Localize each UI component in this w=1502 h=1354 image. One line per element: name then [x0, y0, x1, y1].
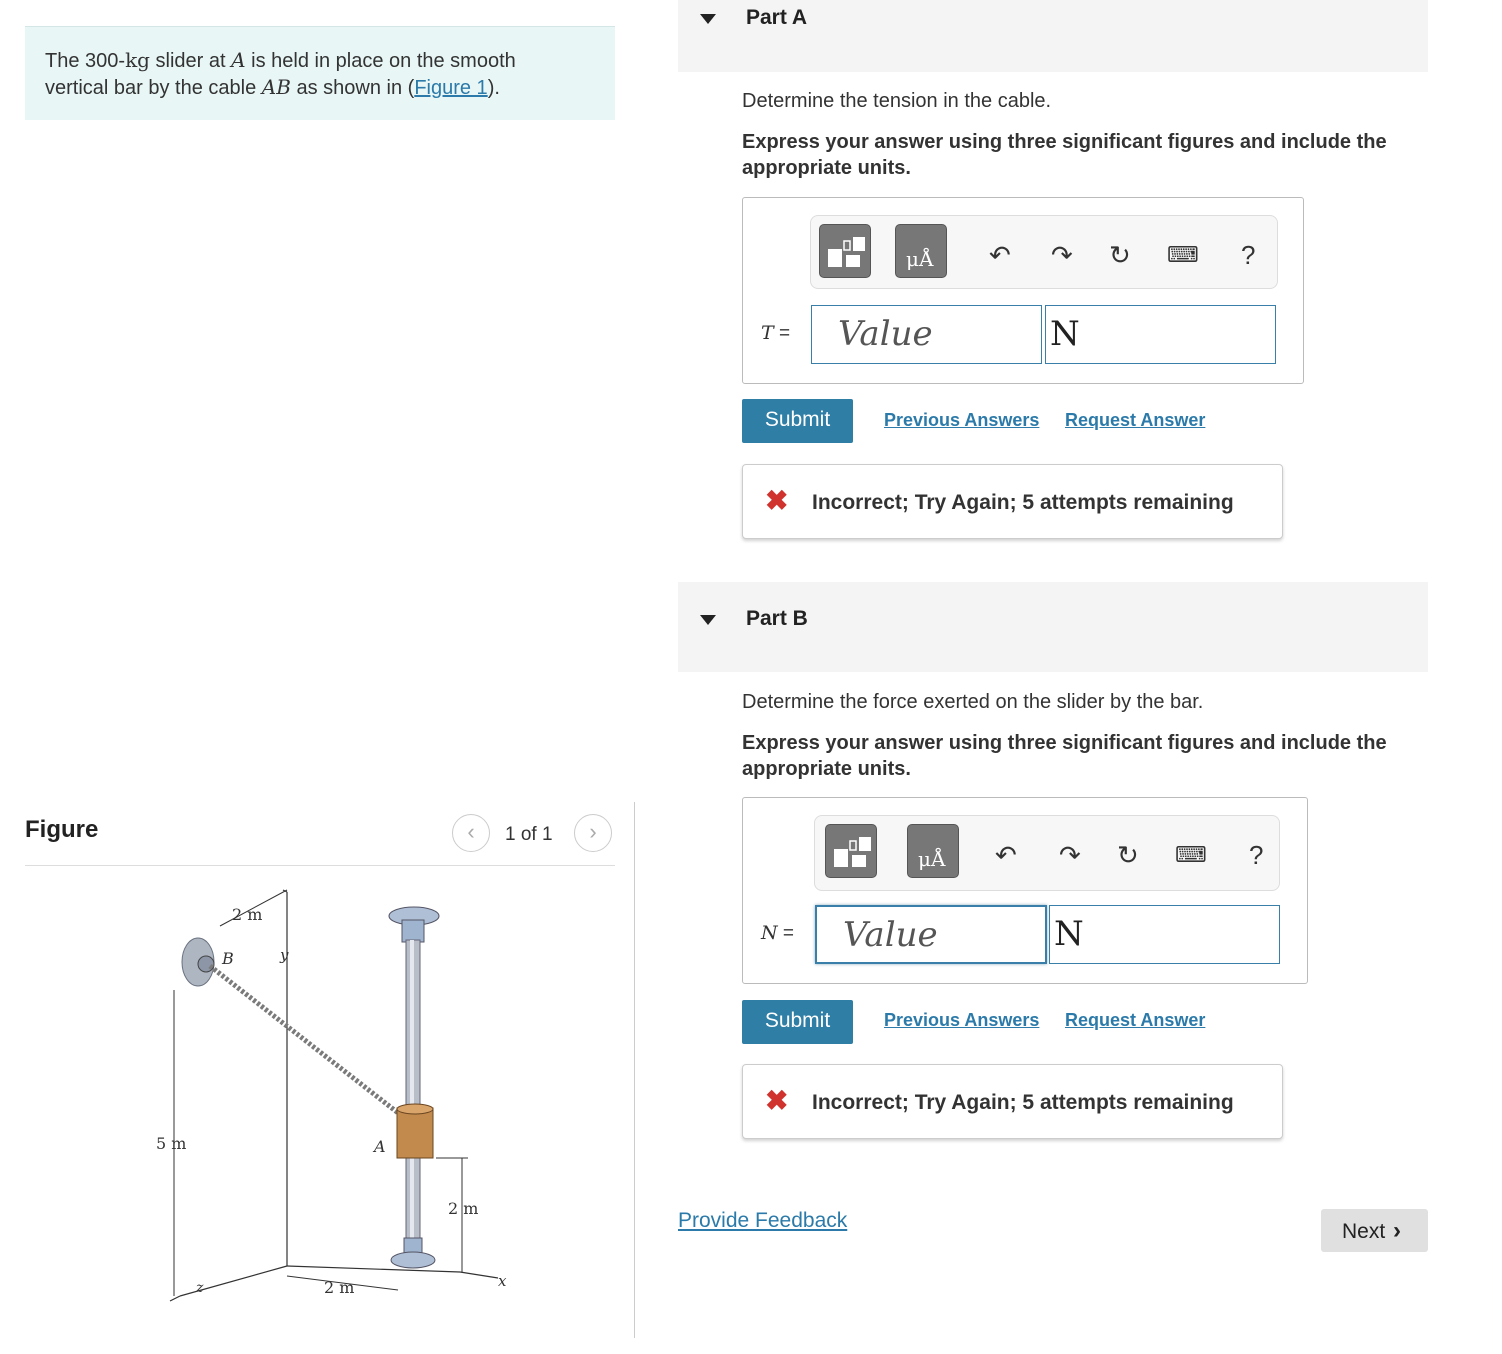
slider-a	[397, 1108, 433, 1158]
chevron-left-icon: ‹	[467, 819, 475, 844]
redo-icon[interactable]: ↷	[1059, 840, 1081, 870]
units-button[interactable]	[895, 224, 947, 278]
part-a-unit-input[interactable]: N	[1045, 305, 1276, 364]
dim-height-label: 5 m	[156, 1134, 187, 1153]
units-icon: μÅ	[918, 847, 946, 871]
help-icon[interactable]: ?	[1249, 840, 1264, 870]
redo-icon[interactable]: ↷	[1051, 240, 1073, 270]
next-button[interactable]	[1321, 1209, 1428, 1252]
figure-counter: 1 of 1	[505, 824, 553, 845]
problem-text: is held in place on the smooth	[245, 50, 516, 72]
lhs-symbol: T	[761, 322, 774, 344]
collapse-arrow-icon[interactable]	[700, 14, 716, 24]
keyboard-icon[interactable]: ⌨	[1167, 242, 1199, 267]
part-b-header[interactable]	[678, 582, 1428, 672]
part-a-instruction: Express your answer using three significant figures and include the appropriate units.	[742, 131, 1387, 179]
cable-symbol: AB	[261, 75, 291, 99]
cable-ab	[210, 966, 402, 1116]
lhs-equals: =	[773, 323, 791, 344]
part-a-value-input[interactable]: Value	[811, 305, 1042, 364]
floor-edge-x	[287, 1266, 460, 1272]
part-a-math-toolbar	[810, 215, 1278, 289]
axis-y-label: y	[280, 946, 289, 964]
problem-text: as shown in (	[290, 77, 415, 99]
axis-x-label: x	[498, 1272, 507, 1290]
lhs-equals: =	[777, 923, 794, 944]
problem-statement	[25, 26, 615, 120]
error-x-icon: ✖	[765, 485, 789, 516]
lhs-symbol: N	[761, 922, 778, 944]
part-b-previous-answers-link[interactable]: Previous Answers	[884, 1010, 1040, 1030]
bar-base-plate	[391, 1252, 435, 1268]
provide-feedback-link[interactable]: Provide Feedback	[678, 1209, 848, 1232]
problem-line-1	[45, 47, 595, 74]
error-x-icon: ✖	[765, 1085, 789, 1116]
part-a-header[interactable]	[678, 0, 1428, 72]
dim-bottom-label: 2 m	[324, 1278, 355, 1297]
templates-icon	[820, 225, 872, 279]
part-b-unit-input[interactable]: N	[1049, 905, 1280, 964]
next-label: Next	[1342, 1220, 1386, 1243]
templates-button[interactable]	[819, 224, 871, 278]
chevron-right-icon: ›	[589, 819, 597, 844]
part-a-label: Part A	[746, 6, 808, 29]
reset-icon[interactable]: ↻	[1109, 240, 1131, 270]
part-a-submit-button[interactable]: Submit	[742, 399, 853, 443]
mass-unit: kg	[125, 48, 150, 72]
part-b-question: Determine the force exerted on the slider by the bar.	[742, 691, 1204, 713]
figure-next-button[interactable]	[574, 814, 612, 852]
templates-icon	[826, 825, 878, 879]
problem-text: ).	[487, 77, 500, 99]
point-a-label: A	[374, 1137, 386, 1156]
part-a-question: Determine the tension in the cable.	[742, 90, 1052, 112]
keyboard-icon[interactable]: ⌨	[1175, 842, 1207, 867]
part-b-submit-button[interactable]: Submit	[742, 1000, 853, 1044]
pane-divider	[634, 802, 635, 1338]
part-a-feedback-text: Incorrect; Try Again; 5 attempts remaining	[812, 491, 1234, 514]
bar-highlight	[410, 940, 414, 1260]
part-b-request-answer-link[interactable]: Request Answer	[1065, 1010, 1206, 1030]
problem-line-2	[45, 74, 595, 101]
part-a-answer-box	[742, 197, 1304, 384]
part-a-feedback	[742, 464, 1283, 539]
part-a-request-answer-link[interactable]: Request Answer	[1065, 410, 1206, 430]
figure-header	[25, 812, 615, 866]
part-b-feedback	[742, 1064, 1283, 1139]
help-icon[interactable]: ?	[1241, 240, 1256, 270]
problem-text: The 300-	[45, 50, 126, 72]
part-a-previous-answers-link[interactable]: Previous Answers	[884, 410, 1040, 430]
part-b-answer-box	[742, 797, 1308, 984]
units-button[interactable]	[907, 824, 959, 878]
z-axis-line	[170, 1296, 180, 1301]
dim-slider-label: 2 m	[448, 1199, 479, 1218]
part-b-value-input[interactable]: Value	[815, 905, 1047, 964]
part-b-instruction: Express your answer using three significant figures and include the appropriate units.	[742, 732, 1387, 780]
figure-prev-button[interactable]	[452, 814, 490, 852]
reset-icon[interactable]: ↻	[1117, 840, 1139, 870]
dim-top-label: 2 m	[232, 905, 263, 924]
undo-icon[interactable]: ↶	[989, 240, 1011, 270]
slider-top-face	[397, 1104, 433, 1114]
chevron-right-icon: ›	[1393, 1217, 1402, 1244]
problem-text: slider at	[149, 50, 232, 72]
bar-top-collar	[402, 920, 424, 942]
part-b-feedback-text: Incorrect; Try Again; 5 attempts remaining	[812, 1091, 1234, 1114]
templates-button[interactable]	[825, 824, 877, 878]
part-b-lhs	[761, 920, 794, 945]
figure-illustration	[140, 876, 520, 1316]
problem-text: vertical bar by the cable	[45, 77, 262, 99]
part-b-label: Part B	[746, 607, 808, 630]
point-a-symbol: A	[231, 48, 246, 72]
point-b-label: B	[222, 949, 234, 968]
figure-link[interactable]: Figure 1	[414, 77, 488, 99]
bracket-ring	[198, 956, 214, 972]
axis-z-label: z	[196, 1280, 204, 1296]
part-a-lhs	[761, 320, 790, 345]
x-axis-line	[460, 1272, 498, 1278]
collapse-arrow-icon[interactable]	[700, 615, 716, 625]
figure-title: Figure	[25, 816, 99, 843]
units-icon: μÅ	[906, 247, 934, 271]
undo-icon[interactable]: ↶	[995, 840, 1017, 870]
part-b-math-toolbar	[814, 815, 1280, 891]
